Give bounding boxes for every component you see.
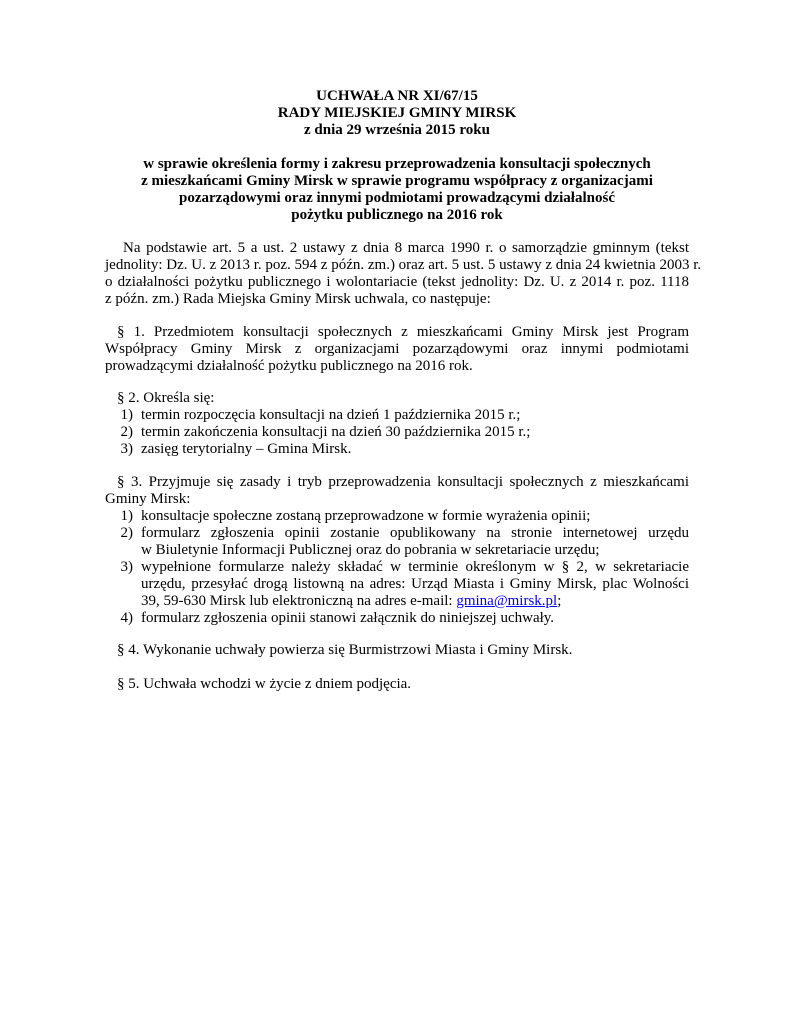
paragraph-2 <box>105 390 689 458</box>
paragraph-3-list <box>105 508 689 627</box>
paragraph-3-intro <box>105 474 689 508</box>
preamble-line-3: o działalności pożytku publicznego i wolontariacie (tekst jednolity: Dz. U. z 2014 r. poz. 1118 <box>105 274 689 290</box>
email-link[interactable]: gmina@mirsk.pl <box>456 593 558 609</box>
paragraph-4: § 4. Wykonanie uchwały powierza się Burmistrzowi Miasta i Gminy Mirsk. <box>117 642 573 658</box>
subject-line-4: pożytku publicznego na 2016 rok <box>291 207 503 223</box>
resolution-header <box>105 88 689 139</box>
council-name: RADY MIEJSKIEJ GMINY MIRSK <box>277 105 517 121</box>
resolution-number: UCHWAŁA NR XI/67/15 <box>316 88 478 104</box>
subject-line-3: pozarządowymi oraz innymi podmiotami prowadzącymi działalność <box>179 190 615 206</box>
par2-item-2: termin zakończenia konsultacji na dzień 30 października 2015 r.; <box>141 424 531 440</box>
list-item: 1) konsultacje społeczne zostaną przeprowadzone w formie wyrażenia opinii; <box>105 508 689 525</box>
list-item: 4) formularz zgłoszenia opinii stanowi załącznik do niniejszej uchwały. <box>105 610 689 627</box>
list-item: 2) termin zakończenia konsultacji na dzień 30 października 2015 r.; <box>105 424 689 441</box>
par2-item-3: zasięg terytorialny – Gmina Mirsk. <box>141 441 352 457</box>
preamble-line-2: jednolity: Dz. U. z 2013 r. poz. 594 z późn. zm.) oraz art. 5 ust. 5 ustawy z dnia 24 kwietnia 2003 r. <box>105 257 702 273</box>
par3-item-3: wypełnione formularze należy składać w terminie określonym w § 2, w sekretariacie urzędu, przesyłać drogą listowną na adres: Urząd Miasta i Gminy Mirsk, plac Wolności 39, 59-630 Mirsk lub elektroniczną na adres e-mail: gmina@mirsk.pl; <box>141 559 689 609</box>
par3-item-1: konsultacje społeczne zostaną przeprowadzone w formie wyrażenia opinii; <box>141 508 591 524</box>
list-item: 3) zasięg terytorialny – Gmina Mirsk. <box>105 441 689 458</box>
par1-line-2: Współpracy Gminy Mirsk z organizacjami pozarządowymi oraz innymi podmiotami <box>105 341 689 357</box>
par3-line-2: Gminy Mirsk: <box>105 491 191 507</box>
par1-line-3: prowadzącymi działalność pożytku publicznego na 2016 rok. <box>105 358 473 374</box>
list-item: 3) wypełnione formularze należy składać w terminie określonym w § 2, w sekretariacie urzędu, przesyłać drogą listowną na adres: Urząd Miasta i Gminy Mirsk, plac Wolności 39, 59-630 Mirsk lub elektroniczną na adres e-mail: gmina@mirsk.pl; <box>120 559 689 609</box>
par3-item-4: formularz zgłoszenia opinii stanowi załącznik do niniejszej uchwały. <box>141 610 555 626</box>
resolution-date: z dnia 29 września 2015 roku <box>304 122 490 138</box>
paragraph-5: § 5. Uchwała wchodzi w życie z dniem podjęcia. <box>117 676 412 692</box>
preamble-line-1: Na podstawie art. 5 a ust. 2 ustawy z dnia 8 marca 1990 r. o samorządzie gminnym (tekst <box>123 240 689 256</box>
paragraph-1 <box>105 324 689 375</box>
subject-line-2: z mieszkańcami Gminy Mirsk w sprawie programu współpracy z organizacjami <box>141 173 653 189</box>
par3-line-1: § 3. Przyjmuje się zasady i tryb przeprowadzenia konsultacji społecznych z mieszkańcami <box>117 474 689 490</box>
list-item: 1) termin rozpoczęcia konsultacji na dzień 1 października 2015 r.; <box>105 407 689 424</box>
resolution-subject <box>105 156 689 224</box>
preamble <box>105 240 702 308</box>
par3-item-2: formularz zgłoszenia opinii zostanie opublikowany na stronie internetowej urzędu w Biuletynie Informacji Publicznej oraz do pobrania w sekretariacie urzędu; <box>141 525 689 558</box>
subject-line-1: w sprawie określenia formy i zakresu przeprowadzenia konsultacji społecznych <box>143 156 651 172</box>
list-item: 2) formularz zgłoszenia opinii zostanie opublikowany na stronie internetowej urzędu w Biuletynie Informacji Publicznej oraz do pobrania w sekretariacie urzędu; <box>120 525 689 558</box>
par1-line-1: § 1. Przedmiotem konsultacji społecznych z mieszkańcami Gminy Mirsk jest Program <box>117 324 689 340</box>
par2-item-1: termin rozpoczęcia konsultacji na dzień 1 października 2015 r.; <box>141 407 521 423</box>
par2-title: § 2. Określa się: <box>117 390 215 406</box>
preamble-line-4: z późn. zm.) Rada Miejska Gminy Mirsk uchwala, co następuje: <box>105 291 491 307</box>
